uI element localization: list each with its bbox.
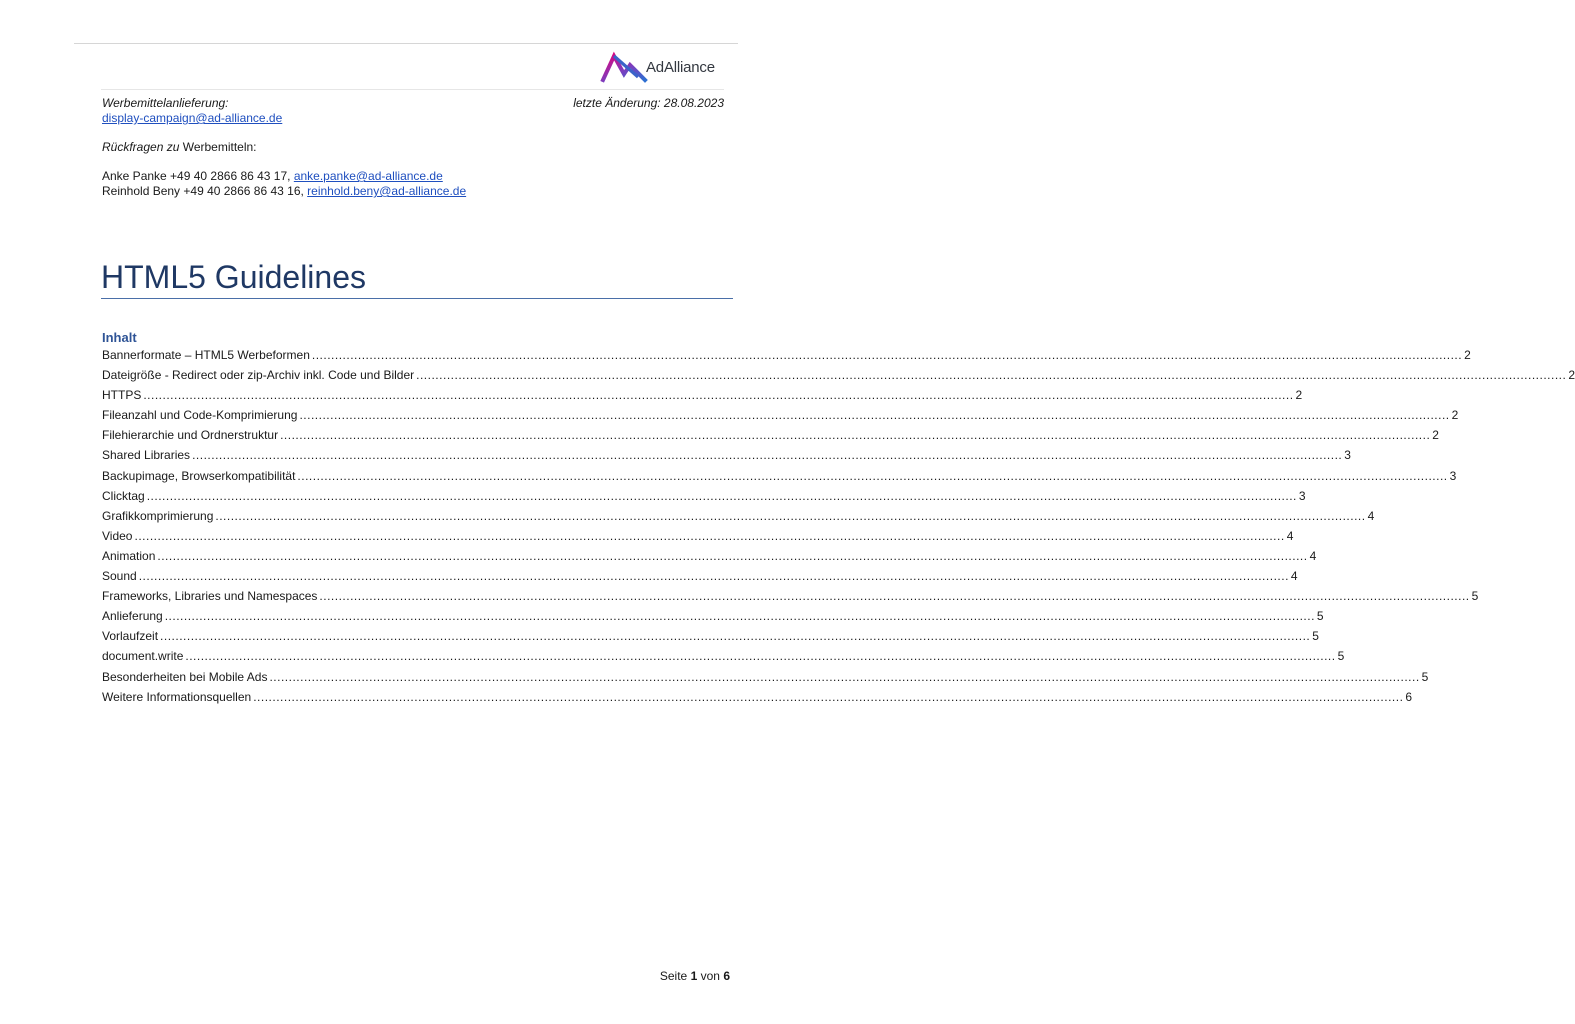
toc-entry-label: Shared Libraries xyxy=(102,448,191,463)
toc-leader: ............................................................................................................................................................................................................................................................................................................ xyxy=(297,468,1448,483)
toc-entry[interactable] xyxy=(102,506,1375,526)
toc-entry[interactable] xyxy=(102,606,1324,626)
toc-leader: ............................................................................................................................................................................................................................................................................................................ xyxy=(134,528,1285,543)
header-divider xyxy=(101,89,724,90)
toc-entry[interactable] xyxy=(102,626,1319,646)
last-change: letzte Änderung: 28.08.2023 xyxy=(573,96,724,110)
toc-entry-page: 5 xyxy=(1316,609,1324,624)
toc-entry-page: 2 xyxy=(1432,428,1439,443)
toc-entry-page: 5 xyxy=(1337,649,1345,664)
toc-leader: ............................................................................................................................................................................................................................................................................................................ xyxy=(192,448,1343,463)
toc-leader: ............................................................................................................................................................................................................................................................................................................ xyxy=(416,368,1567,383)
toc-entry-label: document.write xyxy=(102,649,184,664)
contact-text: Anke Panke +49 40 2866 86 43 17, xyxy=(102,169,294,183)
toc-entry[interactable] xyxy=(102,365,1575,385)
questions-line xyxy=(102,140,724,155)
toc-leader: ............................................................................................................................................................................................................................................................................................................ xyxy=(157,548,1308,563)
toc-entry[interactable] xyxy=(102,445,1351,465)
toc-entry[interactable] xyxy=(102,425,1439,445)
toc-entry[interactable] xyxy=(102,526,1294,546)
toc-entry[interactable] xyxy=(102,345,1471,365)
toc-entry-page: 4 xyxy=(1290,569,1298,584)
toc-entry-label: Besonderheiten bei Mobile Ads xyxy=(102,669,268,684)
toc-entry-page: 2 xyxy=(1568,368,1575,383)
footer-page-word: Seite xyxy=(659,969,688,983)
toc-entry-label: Clicktag xyxy=(102,488,145,503)
brand-name: AdAlliance xyxy=(646,58,715,76)
toc-entry-label: Filehierarchie und Ordnerstruktur xyxy=(102,428,279,443)
toc-entry-label: Bannerformate – HTML5 Werbeformen xyxy=(102,348,310,362)
toc-entry-label: HTTPS xyxy=(102,388,142,403)
toc-heading: Inhalt xyxy=(102,330,137,345)
contact-text: Reinhold Beny +49 40 2866 86 43 16, xyxy=(102,184,308,198)
toc-entry[interactable] xyxy=(102,486,1306,506)
toc-leader: ............................................................................................................................................................................................................................................................................................................ xyxy=(146,488,1297,503)
top-divider xyxy=(74,43,738,44)
table-of-contents xyxy=(102,345,1575,707)
toc-leader: ............................................................................................................................................................................................................................................................................................................ xyxy=(311,348,1463,362)
footer-total-pages: 6 xyxy=(723,969,730,983)
toc-entry-page: 4 xyxy=(1309,548,1317,563)
toc-leader: ............................................................................................................................................................................................................................................................................................................ xyxy=(215,508,1366,523)
toc-entry-label: Video xyxy=(102,528,133,543)
toc-entry-label: Fileanzahl und Code-Komprimierung xyxy=(102,408,298,423)
toc-entry[interactable] xyxy=(102,646,1345,666)
contact-email-link[interactable]: reinhold.beny@ad-alliance.de xyxy=(307,184,467,198)
toc-entry[interactable] xyxy=(102,385,1303,405)
contact-email-link[interactable]: anke.panke@ad-alliance.de xyxy=(293,169,443,183)
questions-italic: Rückfragen zu xyxy=(102,140,180,154)
toc-leader: ............................................................................................................................................................................................................................................................................................................ xyxy=(299,408,1450,423)
toc-entry-page: 3 xyxy=(1298,488,1306,503)
questions-rest: Werbemitteln: xyxy=(179,140,257,154)
delivery-label: Werbemittelanlieferung: xyxy=(102,96,229,110)
toc-entry-page: 4 xyxy=(1286,528,1294,543)
toc-leader: ............................................................................................................................................................................................................................................................................................................ xyxy=(160,629,1311,644)
toc-leader: ............................................................................................................................................................................................................................................................................................................ xyxy=(269,669,1420,684)
toc-entry-label: Grafikkomprimierung xyxy=(102,508,214,523)
toc-entry-label: Vorlaufzeit xyxy=(102,629,159,644)
delivery-email-link[interactable]: display-campaign@ad-alliance.de xyxy=(102,111,283,125)
toc-leader: ............................................................................................................................................................................................................................................................................................................ xyxy=(280,428,1431,443)
contact-line xyxy=(102,169,724,184)
contact-line xyxy=(102,184,724,199)
toc-entry[interactable] xyxy=(102,566,1298,586)
toc-entry-label: Anlieferung xyxy=(102,609,163,624)
adalliance-logo-icon xyxy=(600,51,648,83)
toc-entry-label: Weitere Informationsquellen xyxy=(102,689,252,704)
toc-entry-label: Backupimage, Browserkompatibilität xyxy=(102,468,296,483)
toc-entry[interactable] xyxy=(102,466,1457,486)
toc-entry-label: Animation xyxy=(102,548,156,563)
toc-leader: ............................................................................................................................................................................................................................................................................................................ xyxy=(319,589,1470,604)
footer-of-word: von xyxy=(700,969,720,983)
footer-current-page: 1 xyxy=(690,969,698,983)
toc-entry-label: Sound xyxy=(102,569,137,584)
document-title: HTML5 Guidelines xyxy=(101,259,366,295)
toc-entry-page: 5 xyxy=(1312,629,1319,644)
toc-entry-page: 5 xyxy=(1421,669,1429,684)
toc-entry[interactable] xyxy=(102,546,1317,566)
toc-entry-page: 3 xyxy=(1344,448,1351,463)
toc-entry-label: Frameworks, Libraries und Namespaces xyxy=(102,589,318,604)
toc-leader: ............................................................................................................................................................................................................................................................................................................ xyxy=(253,689,1404,704)
contact-block xyxy=(102,96,724,199)
toc-entry-page: 4 xyxy=(1367,508,1375,523)
toc-leader: ............................................................................................................................................................................................................................................................................................................ xyxy=(143,388,1294,403)
toc-entry[interactable] xyxy=(102,667,1429,687)
toc-leader: ............................................................................................................................................................................................................................................................................................................ xyxy=(138,569,1289,584)
toc-entry-page: 2 xyxy=(1451,408,1459,423)
toc-leader: ............................................................................................................................................................................................................................................................................................................ xyxy=(185,649,1336,664)
toc-entry-page: 2 xyxy=(1464,348,1471,362)
toc-entry-page: 2 xyxy=(1295,388,1303,403)
adalliance-logo xyxy=(600,50,730,84)
toc-entry-page: 6 xyxy=(1405,689,1413,704)
toc-leader: ............................................................................................................................................................................................................................................................................................................ xyxy=(164,609,1315,624)
page-footer xyxy=(660,969,730,983)
toc-entry[interactable] xyxy=(102,405,1459,425)
toc-entry-page: 5 xyxy=(1471,589,1479,604)
title-underline xyxy=(101,298,733,299)
toc-entry-label: Dateigröße - Redirect oder zip-Archiv inkl. Code und Bilder xyxy=(102,368,415,383)
toc-entry[interactable] xyxy=(102,586,1479,606)
toc-entry-page: 3 xyxy=(1449,468,1457,483)
toc-entry[interactable] xyxy=(102,687,1413,707)
